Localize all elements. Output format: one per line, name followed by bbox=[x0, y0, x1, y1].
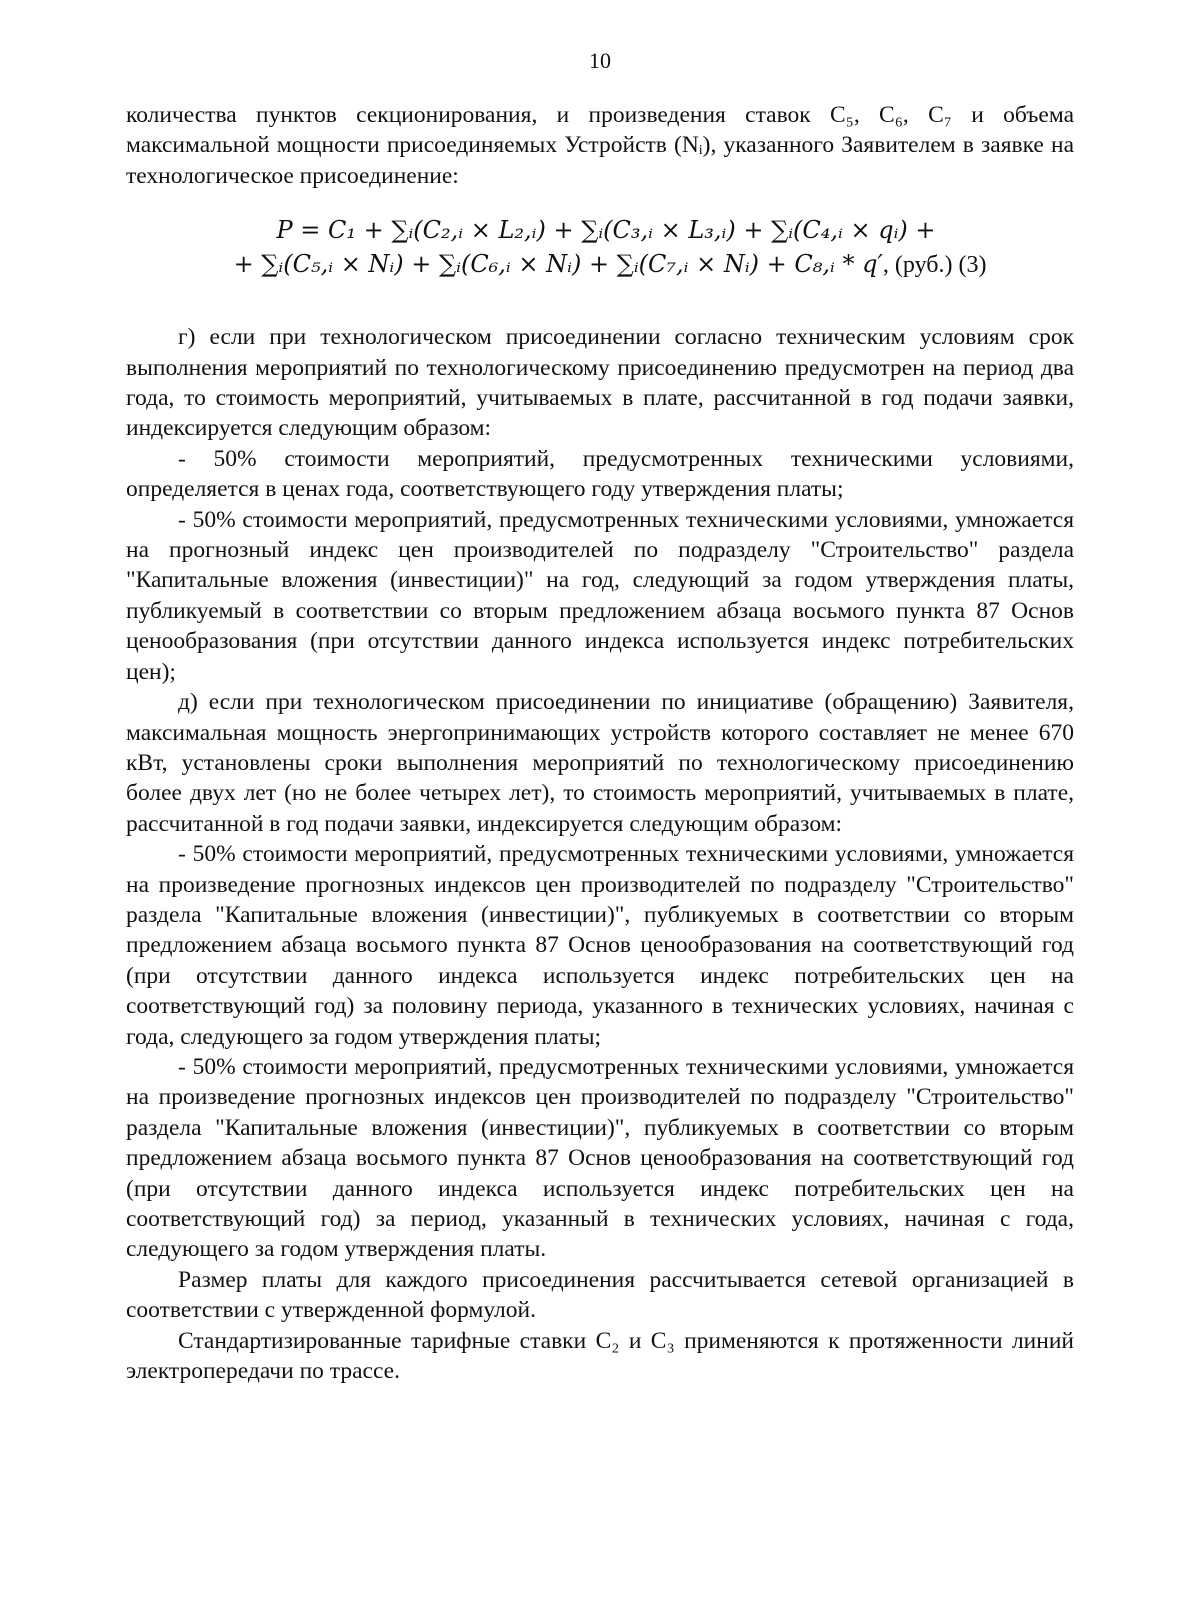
paragraph-fee-size: Размер платы для каждого присоединения рассчитывается сетевой организацией в соответствии с утвержденной формулой. bbox=[126, 1266, 1074, 1324]
paragraph-tariff-rates: Стандартизированные тарифные ставки C₂ и C₃ применяются к протяженности линий электропередачи по трассе. bbox=[126, 1327, 1074, 1385]
formula-unit-label: , (руб.) (3) bbox=[882, 252, 987, 279]
paragraph-g: г) если при технологическом присоединении согласно техническим условиям срок выполнения мероприятий по технологическому присоединению предусмотрен на период два года, то стоимость мероприятий, учитываемых в плате, рассчитанной в год подачи заявки, индексируется следующим образом: bbox=[126, 324, 1074, 442]
paragraph-g-item-2: - 50% стоимости мероприятий, предусмотренных техническими условиями, умножается на прогнозный индекс цен производителей по подразделу "Строительство" раздела "Капитальные вложения (инвестиции)" на год, следующий за годом утверждения платы, публикуемый в соответствии со вторым предложением абзаца восьмого пункта 87 Основ ценообразования (при отсутствии данного индекса используется индекс потребительских цен); bbox=[126, 506, 1074, 685]
formula-line-2: + ∑ᵢ(C₅,ᵢ × Nᵢ) + ∑ᵢ(C₆,ᵢ × Nᵢ) + ∑ᵢ(C₇,ᵢ × Nᵢ) + C₈,ᵢ * q′ bbox=[233, 250, 883, 279]
paragraph-d-item-2: - 50% стоимости мероприятий, предусмотренных техническими условиями, умножается на произведение прогнозных индексов цен производителей по подразделу "Строительство" раздела "Капитальные вложения (инвестиции)", публикуемых в соответствии со вторым предложением абзаца восьмого пункта 87 Основ ценообразования на соответствующий год (при отсутствии данного индекса используется индекс потребительских цен на соответствующий год) за период, указанный в технических условиях, начиная с года, следующего за годом утверждения платы. bbox=[126, 1053, 1074, 1263]
paragraph-continuation: количества пунктов секционирования, и произведения ставок C₅, C₆, C₇ и объема максимальной мощности присоединяемых Устройств (Nᵢ), указанного Заявителем в заявке на технологическое присоединение: bbox=[126, 102, 1074, 189]
paragraph-d-item-1: - 50% стоимости мероприятий, предусмотренных техническими условиями, умножается на произведение прогнозных индексов цен производителей по подразделу "Строительство" раздела "Капитальные вложения (инвестиции)", публикуемых в соответствии со вторым предложением абзаца восьмого пункта 87 Основ ценообразования на соответствующий год (при отсутствии данного индекса используется индекс потребительских цен на соответствующий год) за половину периода, указанного в технических условиях, начиная с года, следующего за годом утверждения платы; bbox=[126, 841, 1074, 1050]
document-body bbox=[126, 100, 1074, 1386]
page-number: 10 bbox=[589, 48, 611, 73]
paragraph-d: д) если при технологическом присоединении по инициативе (обращению) Заявителя, максимальная мощность энергопринимающих устройств которого составляет не менее 670 кВт, установлены сроки выполнения мероприятий по технологическому присоединению более двух лет (но не более четырех лет), то стоимость мероприятий, учитываемых в плате, рассчитанной в год подачи заявки, индексируется следующим образом: bbox=[126, 689, 1074, 837]
formula-line-1: P = C₁ + ∑ᵢ(C₂,ᵢ × L₂,ᵢ) + ∑ᵢ(C₃,ᵢ × L₃,ᵢ) + ∑ᵢ(C₄,ᵢ × qᵢ) + bbox=[276, 216, 936, 245]
formula-line-2-wrap bbox=[126, 247, 1074, 282]
formula-3 bbox=[126, 213, 1074, 282]
paragraph-g-item-1: - 50% стоимости мероприятий, предусмотренных техническими условиями, определяется в ценах года, соответствующего году утверждения платы; bbox=[126, 445, 1074, 503]
